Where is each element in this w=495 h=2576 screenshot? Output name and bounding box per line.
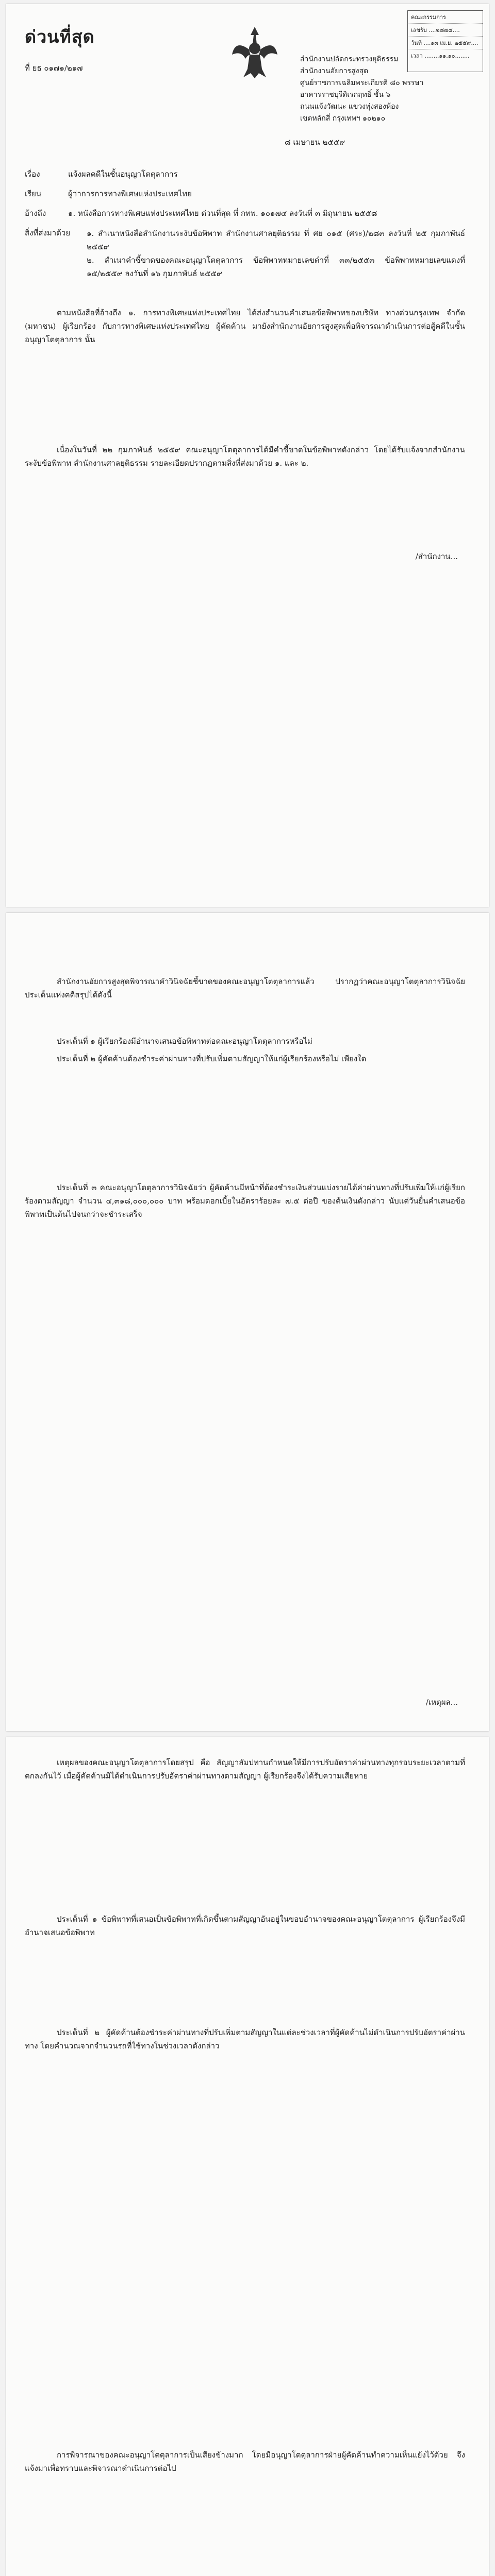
body-paragraph: เหตุผลของคณะอนุญาโตตุลาการโดยสรุป คือ สัญญาสัมปทานกำหนดให้มีการปรับอัตราค่าผ่านทางทุกรอบระยะเวลาตามที่ตกลงกันไว้ เมื่อผู้คัดค้านมิได้ดำเนินการปรับอัตราค่าผ่านทางตามสัญญา ผู้เรียกร้องจึงได้รับความเสียหาย xyxy=(25,1758,465,1781)
attachment-item: ๑. สำเนาหนังสือสำนักงานระงับข้อพิพาท สำนักงานศาลยุติธรรม ที่ ศย ๐๑๕ (ศระ)/๒๘๓ ลงวันที่ ๒๕ กุมภาพันธ์ ๒๕๕๙ xyxy=(87,229,466,251)
body-paragraph: ประเด็นที่ ๒ ผู้คัดค้านต้องชำระค่าผ่านทางที่ปรับเพิ่มตามสัญญาในแต่ละช่วงเวลาที่ผู้คัดค้านไม่ดำเนินการปรับอัตราค่าผ่านทาง โดยคำนวณจากจำนวนรถที่ใช้ทางในช่วงเวลาดังกล่าว xyxy=(25,2028,465,2050)
body-paragraph: ตามหนังสือที่อ้างถึง ๑. การทางพิเศษแห่งประเทศไทย ได้ส่งสำนวนคำเสนอข้อพิพาทของบริษัท ทางด่วนกรุงเทพ จำกัด (มหาชน) ผู้เรียกร้อง กับการทางพิเศษแห่งประเทศไทย ผู้คัดค้าน มายังสำนักงานอัยการสูงสุดเพื่อพิจารณาดำเนินการต่อสู้คดีในชั้นอนุญาโตตุลาการ นั้น xyxy=(25,308,465,344)
document-number: ที่ ยธ ๐๑๗๑/๒๑๗ xyxy=(25,63,83,73)
attachment-list xyxy=(87,227,465,280)
body-paragraph: การพิจารณาของคณะอนุญาโตตุลาการเป็นเสียงข้างมาก โดยมีอนุญาโตตุลาการฝ่ายผู้คัดค้านทำความเห็นแย้งไว้ด้วย จึงแจ้งมาเพื่อทราบและพิจารณาดำเนินการต่อไป xyxy=(25,2450,465,2473)
reference-label: อ้างถึง xyxy=(25,209,46,218)
address-line: เขตหลักสี่ กรุงเทพฯ ๑๐๒๑๐ xyxy=(300,114,386,123)
sender-address xyxy=(300,54,475,125)
reference: ๑. หนังสือการทางพิเศษแห่งประเทศไทย ด่วนที่สุด ที่ กทพ. ๑๐๑๗๔ ลงวันที่ ๓ มิถุนายน ๒๕๕๘ xyxy=(68,209,377,218)
recipient: ผู้ว่าการการทางพิเศษแห่งประเทศไทย xyxy=(68,189,192,198)
page-continuation: /เหตุผล... xyxy=(425,1698,458,1707)
urgent-label: ด่วนที่สุด xyxy=(25,27,95,47)
subject: แจ้งผลคดีในชั้นอนุญาโตตุลาการ xyxy=(68,170,178,179)
stamp-line: คณะกรรมการ xyxy=(408,11,483,24)
address-line: อาคารราชบุรีดิเรกฤทธิ์ ชั้น ๖ xyxy=(300,91,391,99)
to-label: เรียน xyxy=(25,189,42,198)
issue-item: ประเด็นที่ ๒ ผู้คัดค้านต้องชำระค่าผ่านทางที่ปรับเพิ่มตามสัญญาให้แก่ผู้เรียกร้องหรือไม่ เพียงใด xyxy=(57,1054,367,1063)
letter-page-1 xyxy=(6,4,489,907)
attachment-item: ๒. สำเนาคำชี้ขาดของคณะอนุญาโตตุลาการ ข้อพิพาทหมายเลขดำที่ ๓๓/๒๕๕๓ ข้อพิพาทหมายเลขแดงที่ ๑๕/๒๕๕๙ ลงวันที่ ๑๖ กุมภาพันธ์ ๒๕๕๙ xyxy=(87,256,465,278)
issue-item: ประเด็นที่ ๑ ผู้เรียกร้องมีอำนาจเสนอข้อพิพาทต่อคณะอนุญาโตตุลาการหรือไม่ xyxy=(57,1037,312,1046)
letter-page-2 xyxy=(6,913,489,1731)
address-line: ศูนย์ราชการเฉลิมพระเกียรติ ๘๐ พรรษา xyxy=(300,79,424,87)
letter-page-3 xyxy=(6,1737,489,2576)
stamp-line: วันที่ ....๑๓ เม.ย. ๒๕๕๙.... xyxy=(408,37,483,49)
attachments-label: สิ่งที่ส่งมาด้วย xyxy=(25,228,71,238)
body-paragraph: เนื่องในวันที่ ๒๒ กุมภาพันธ์ ๒๕๕๙ คณะอนุญาโตตุลาการได้มีคำชี้ขาดในข้อพิพาทดังกล่าว โดยได้รับแจ้งจากสำนักงานระงับข้อพิพาท สำนักงานศาลยุติธรรม รายละเอียดปรากฏตามสิ่งที่ส่งมาด้วย ๑. และ ๒. xyxy=(25,445,465,468)
body-paragraph: สำนักงานอัยการสูงสุดพิจารณาคำวินิจฉัยชี้ขาดของคณะอนุญาโตตุลาการแล้ว ปรากฏว่าคณะอนุญาโตตุลาการวินิจฉัยประเด็นแห่งคดีสรุปได้ดังนี้ xyxy=(25,977,465,999)
body-paragraph: ประเด็นที่ ๑ ข้อพิพาทที่เสนอเป็นข้อพิพาทที่เกิดขึ้นตามสัญญาอันอยู่ในขอบอำนาจของคณะอนุญาโตตุลาการ ผู้เรียกร้องจึงมีอำนาจเสนอข้อพิพาท xyxy=(25,1914,465,1937)
subject-label: เรื่อง xyxy=(25,170,40,179)
body-paragraph: ประเด็นที่ ๓ คณะอนุญาโตตุลาการวินิจฉัยว่า ผู้คัดค้านมีหน้าที่ต้องชำระเงินส่วนแบ่งรายได้ค่าผ่านทางที่ปรับเพิ่มให้แก่ผู้เรียกร้องตามสัญญา จำนวน ๔,๓๑๘,๐๐๐,๐๐๐ บาท พร้อมดอกเบี้ยในอัตราร้อยละ ๗.๕ ต่อปี ของต้นเงินดังกล่าว นับแต่วันยื่นคำเสนอข้อพิพาทเป็นต้นไปจนกว่าจะชำระเสร็จ xyxy=(25,1183,465,1219)
address-line: ถนนแจ้งวัฒนะ แขวงทุ่งสองห้อง xyxy=(300,103,399,111)
garuda-emblem-icon xyxy=(230,24,279,80)
stamp-line: เวลา ........๑๑.๑๐........ xyxy=(411,53,470,59)
address-line: สำนักงานอัยการสูงสุด xyxy=(300,67,369,75)
page-continuation: /สำนักงาน... xyxy=(415,552,458,561)
stamp-line: เลขรับ ....๒๘๗๔.... xyxy=(408,24,483,37)
letter-date: ๘ เมษายน ๒๕๕๙ xyxy=(285,138,345,147)
address-line: สำนักงานปลัดกระทรวงยุติธรรม xyxy=(300,55,399,63)
